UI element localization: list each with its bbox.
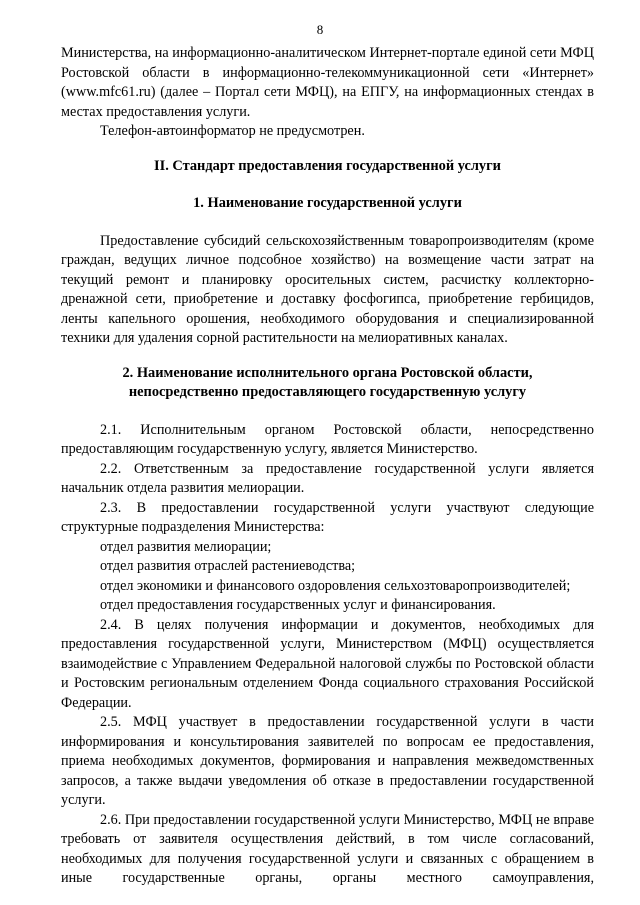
section-title: II. Стандарт предоставления государственной услуги	[154, 157, 501, 174]
document-body	[61, 44, 594, 889]
page-number: 8	[316, 22, 324, 37]
paragraph-2-3: 2.3. В предоставлении государственной услуги участвуют следующие структурные подразделения Министерства:	[61, 499, 594, 535]
list-item: отдел предоставления государственных услуг и финансирования.	[100, 597, 496, 613]
autoinformer-paragraph: Телефон-автоинформатор не предусмотрен.	[100, 123, 365, 139]
paragraph-2-4: 2.4. В целях получения информации и документов, необходимых для предоставления государственной услуги, Министерством (МФЦ) осуществляется взаимодействие с Управлением Федеральной налоговой службы по Ростовской области и Ростовским региональным отделением Фонда социального страхования Российской Федерации.	[61, 616, 594, 711]
paragraph-2-2: 2.2. Ответственным за предоставление государственной услуги является начальник отдела развития мелиорации.	[61, 460, 594, 496]
subsection-2-title-line2: непосредственно предоставляющего государственную услугу	[128, 384, 527, 400]
paragraph-2-1: 2.1. Исполнительным органом Ростовской области, непосредственно предоставляющим государственную услугу, является Министерство.	[61, 421, 594, 457]
intro-paragraph-continuation: Министерства, на информационно-аналитическом Интернет-портале единой сети МФЦ Ростовской области в информационно-телекоммуникационной сети «Интернет» (www.mfc61.ru) (далее – Портал сети МФЦ), на ЕПГУ, на информационных стендах в местах предоставления услуги.	[61, 45, 594, 120]
list-item: отдел развития мелиорации;	[100, 538, 272, 555]
paragraph-2-6: 2.6. При предоставлении государственной услуги Министерство, МФЦ не вправе требовать от заявителя осуществления действий, в том числе согласований, необходимых для получения государственной услуги и связанных с обращением в иные государственные органы, органы местного самоуправления,	[61, 811, 594, 886]
list-item: отдел развития отраслей растениеводства;	[100, 558, 356, 574]
subsection-2-title-line1: 2. Наименование исполнительного органа Ростовской области,	[122, 364, 533, 381]
paragraph-2-5: 2.5. МФЦ участвует в предоставлении государственной услуги в части информирования и консультирования заявителей по вопросам ее предоставления, приема необходимых документов, формирования и направления межведомственных запросов, а также выдачи уведомления об отказе в предоставлении государственной услуги.	[61, 714, 594, 808]
list-item: отдел экономики и финансового оздоровления сельхозтоваропроизводителей;	[100, 577, 571, 594]
service-name-paragraph: Предоставление субсидий сельскохозяйственным товаропроизводителям (кроме граждан, ведущих личное подсобное хозяйство) на возмещение части затрат на текущий ремонт и планировку оросительных систем, расчистку коллекторно-дренажной сети, приобретение и доставку фосфогипса, приобретение гербицидов, ленты капельного орошения, необходимого оборудования и специализированной техники для удаления сорной растительности на мелиоративных каналах.	[61, 232, 594, 346]
subsection-1-title: 1. Наименование государственной услуги	[193, 195, 462, 211]
